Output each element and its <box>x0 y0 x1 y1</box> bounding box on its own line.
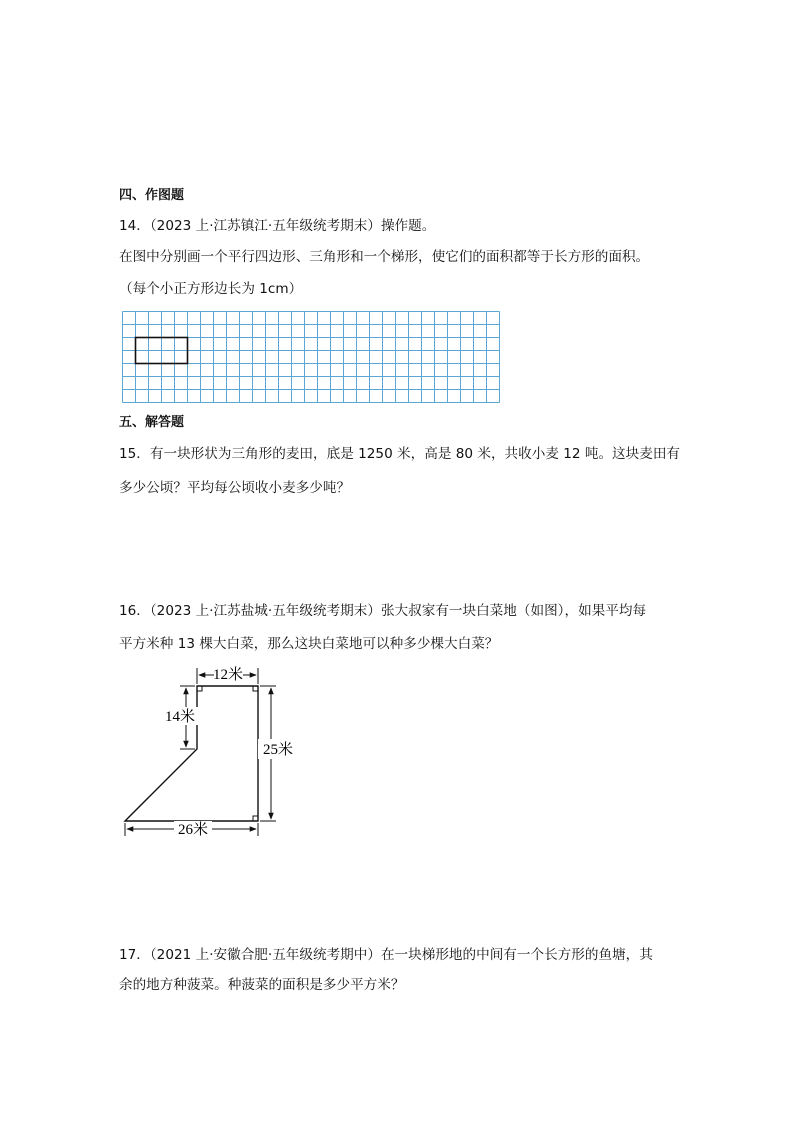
field-outline <box>125 686 258 821</box>
square-grid <box>122 311 502 403</box>
left-dimension-label: 14米 <box>164 709 196 725</box>
right-dimension-label: 25米 <box>262 742 294 758</box>
section-title-solving: 五、解答题 <box>119 415 185 430</box>
q16-line-1: 16．（2023 上·江苏盐城·五年级统考期末）张大叔家有一块白菜地（如图），如果平均每 <box>119 603 647 619</box>
q17-line-2: 余的地方种菠菜。种菠菜的面积是多少平方米？ <box>119 977 405 993</box>
section-title-drawing: 四、作图题 <box>119 188 185 203</box>
cabbage-field-figure <box>116 662 306 846</box>
q16-line-2: 平方米种 13 棵大白菜，那么这块白菜地可以种多少棵大白菜？ <box>119 636 499 652</box>
right-angle-mark-bottom-right <box>253 816 258 821</box>
right-angle-mark-top-left <box>197 686 202 691</box>
top-dimension-label: 12米 <box>212 667 244 683</box>
q17-line-1: 17．（2021 上·安徽合肥·五年级统考期中）在一块梯形地的中间有一个长方形的鱼塘，其 <box>119 947 653 963</box>
bottom-dimension-label: 26米 <box>177 822 209 838</box>
q15-line-2: 多少公顷？平均每公顷收小麦多少吨？ <box>119 480 351 496</box>
field-shape-diagram <box>116 662 306 842</box>
q14-note: （每个小正方形边长为 1cm） <box>119 281 303 297</box>
q14-header: 14．（2023 上·江苏镇江·五年级统考期末）操作题。 <box>119 218 436 234</box>
q15-line-1: 15．有一块形状为三角形的麦田，底是 1250 米，高是 80 米，共收小麦 12 吨。这块麦田有 <box>119 446 681 462</box>
grid-figure <box>122 311 502 407</box>
q14-instruction: 在图中分别画一个平行四边形、三角形和一个梯形，使它们的面积都等于长方形的面积。 <box>119 249 650 265</box>
right-angle-mark-top-right <box>253 686 258 691</box>
